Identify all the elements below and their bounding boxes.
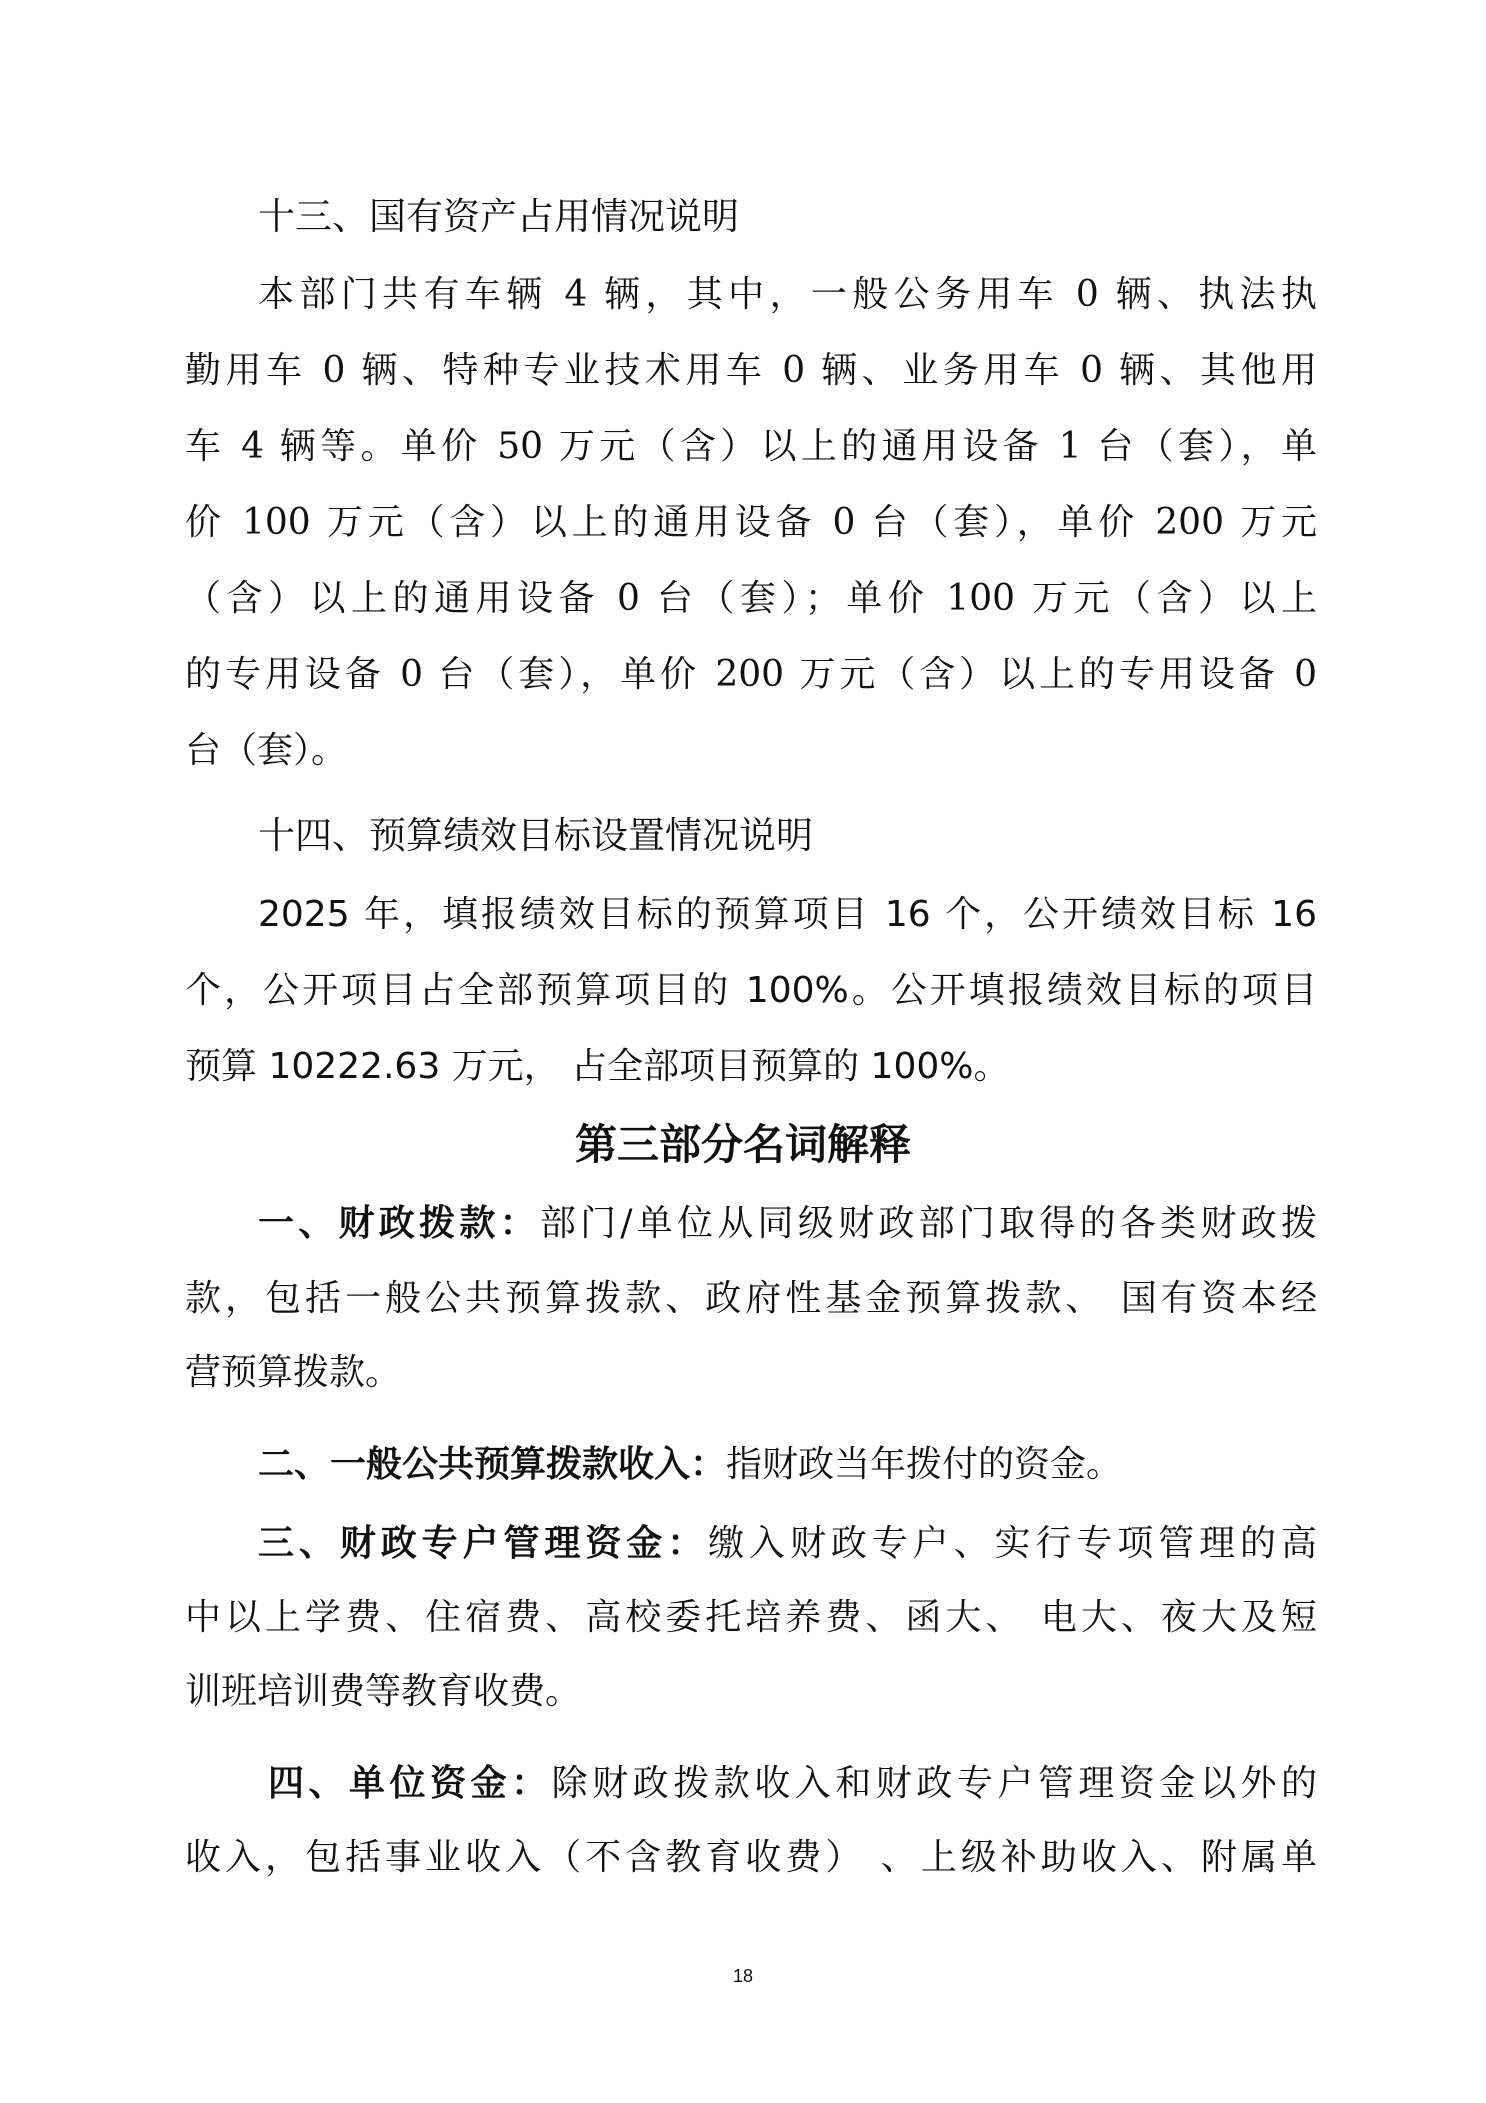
item-3-definition: 缴入财政专户、实行专项管理的高 <box>708 1523 1317 1564</box>
section-14-line-3: 预算 10222.63 万元， 占全部项目预算的 100%。 <box>185 1046 1010 1087</box>
item-4-line-2: 收入，包括事业收入（不含教育收费） 、上级补助收入、附属单 <box>185 1837 1317 1878</box>
section-13-line-5: （含）以上的通用设备 0 台（套）；单价 100 万元（含）以上 <box>185 578 1317 619</box>
section-13-line-2: 勤用车 0 辆、特种专业技术用车 0 辆、业务用车 0 辆、其他用 <box>185 350 1317 391</box>
item-1-line-1 <box>258 1200 1317 1248</box>
item-1-line-3: 营预算拨款。 <box>185 1352 402 1393</box>
item-1-definition: 部门/单位从同级财政部门取得的各类财政拨 <box>539 1203 1317 1244</box>
page-number: 18 <box>732 1966 754 1986</box>
section-14-line-2: 个，公开项目占全部预算项目的 100%。公开填报绩效目标的项目 <box>185 970 1317 1011</box>
section-13-heading: 十三、国有资产占用情况说明 <box>258 195 739 238</box>
item-1-term: 一、财政拨款： <box>258 1203 540 1244</box>
item-3-line-3: 训班培训费等教育收费。 <box>185 1671 582 1712</box>
section-13-line-1: 本部门共有车辆 4 辆，其中，一般公务用车 0 辆、执法执 <box>258 274 1317 315</box>
item-2-term: 二、一般公共预算拨款收入： <box>258 1444 727 1485</box>
section-13-line-4: 价 100 万元（含）以上的通用设备 0 台（套），单价 200 万元 <box>185 502 1317 543</box>
item-3-term: 三、财政专户管理资金： <box>258 1523 709 1564</box>
item-3-line-1 <box>258 1520 1317 1568</box>
section-14-heading: 十四、预算绩效目标设置情况说明 <box>258 814 813 857</box>
part-3-title: 第三部分名词解释 <box>574 1120 911 1169</box>
section-13-line-3: 车 4 辆等。单价 50 万元（含）以上的通用设备 1 台（套），单 <box>185 426 1317 467</box>
item-4-definition: 除财政拨款收入和财政专户管理资金以外的 <box>551 1763 1317 1804</box>
item-2-definition: 指财政当年拨付的资金。 <box>726 1444 1123 1485</box>
item-1-line-2: 款，包括一般公共预算拨款、政府性基金预算拨款、 国有资本经 <box>185 1278 1317 1319</box>
section-14-line-1: 2025 年，填报绩效目标的预算项目 16 个，公开绩效目标 16 <box>258 894 1317 935</box>
item-4-term: 四、单位资金： <box>268 1763 552 1804</box>
item-4-line-1 <box>268 1760 1317 1808</box>
section-13-line-6: 的专用设备 0 台（套），单价 200 万元（含）以上的专用设备 0 <box>185 654 1317 695</box>
item-3-line-2: 中以上学费、住宿费、高校委托培养费、函大、 电大、夜大及短 <box>185 1597 1317 1638</box>
section-13-line-7: 台（套）。 <box>185 730 348 771</box>
item-2-line-1 <box>258 1441 1122 1489</box>
